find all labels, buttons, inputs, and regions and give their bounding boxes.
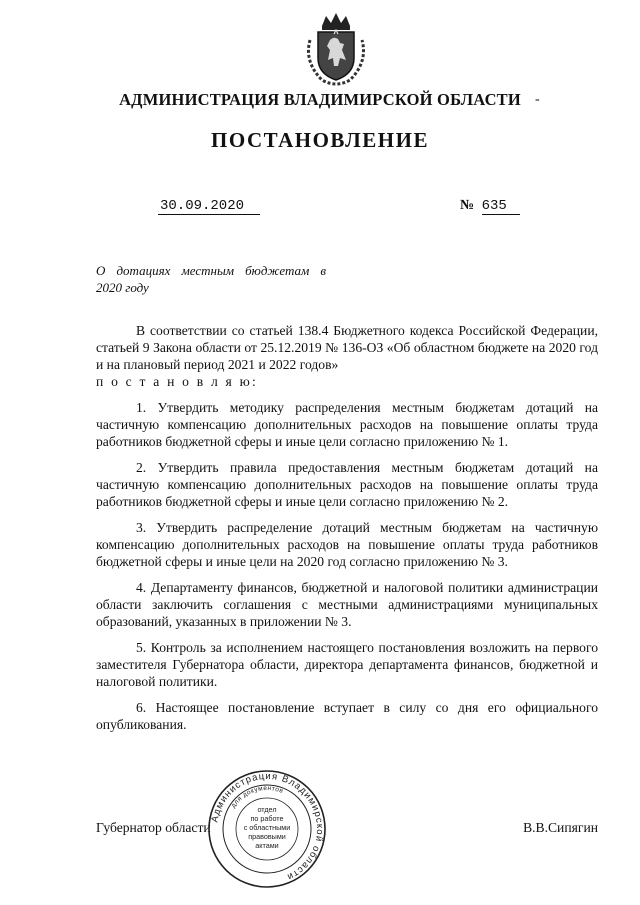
number-value: 635 (482, 198, 520, 215)
document-number (460, 198, 520, 215)
stamp-inner-text: для документов (229, 784, 285, 810)
stamp-center-line: актами (255, 841, 279, 850)
number-label: № (460, 198, 475, 213)
preamble-paragraph: В соответствии со статьей 138.4 Бюджетного кодекса Российской Федерации, статьей 9 Закона области от 25.12.2019 № 136-ОЗ «Об областном бюджете на 2020 год и на плановый период 2021 и 2022 годов» (96, 323, 598, 372)
document-body (96, 322, 598, 733)
document-subject (96, 262, 326, 296)
resolve-line: п о с т а н о в л я ю: (96, 374, 258, 389)
coat-of-arms-icon (300, 10, 372, 88)
clause-6: 6. Настоящее постановление вступает в силу со дня его официального опубликования. (96, 700, 598, 732)
subject-line-2: 2020 году (96, 280, 149, 295)
clause-1: 1. Утвердить методику распределения местным бюджетам дотаций на частичную компенсацию дополнительных расходов на повышение оплаты труда работников бюджетной сферы и иные цели согласно приложению № 1. (96, 400, 598, 449)
stamp-center-line: с областными (243, 823, 291, 832)
clause-3: 3. Утвердить распределение дотаций местным бюджетам на частичную компенсацию дополнительных расходов на повышение оплаты труда работников бюджетной сферы и иные цели на 2020 год согласно приложению № 3. (96, 520, 598, 569)
clause-5: 5. Контроль за исполнением настоящего постановления возложить на первого заместителя Губернатора области, директора департамента финансов, бюджетной и налоговой политики. (96, 640, 598, 689)
official-stamp (206, 768, 328, 890)
stamp-outer-text: Администрация Владимирской области (209, 770, 326, 883)
signatory-title: Губернатор области (96, 820, 211, 835)
subject-line-1: О дотациях местным бюджетам в (96, 263, 326, 278)
clause-2: 2. Утвердить правила предоставления местным бюджетам дотаций на частичную компенсацию дополнительных расходов на повышение оплаты труда работников бюджетной сферы и иные цели согласно приложению № 2. (96, 460, 598, 509)
margin-mark: - (535, 92, 540, 107)
stamp-center-line: правовыми (248, 832, 286, 841)
clause-4: 4. Департаменту финансов, бюджетной и налоговой политики администрации области заключить соглашения с местными администрациями муниципальных образований, указанных в приложении № 3. (96, 580, 598, 629)
document-type-title: ПОСТАНОВЛЕНИЕ (211, 128, 429, 152)
document-date: 30.09.2020 (158, 198, 260, 215)
stamp-center-line: отдел (257, 805, 277, 814)
signatory-name: В.В.Сипягин (523, 820, 598, 835)
organization-name: АДМИНИСТРАЦИЯ ВЛАДИМИРСКОЙ ОБЛАСТИ (119, 90, 521, 109)
stamp-center-line: по работе (250, 814, 284, 823)
